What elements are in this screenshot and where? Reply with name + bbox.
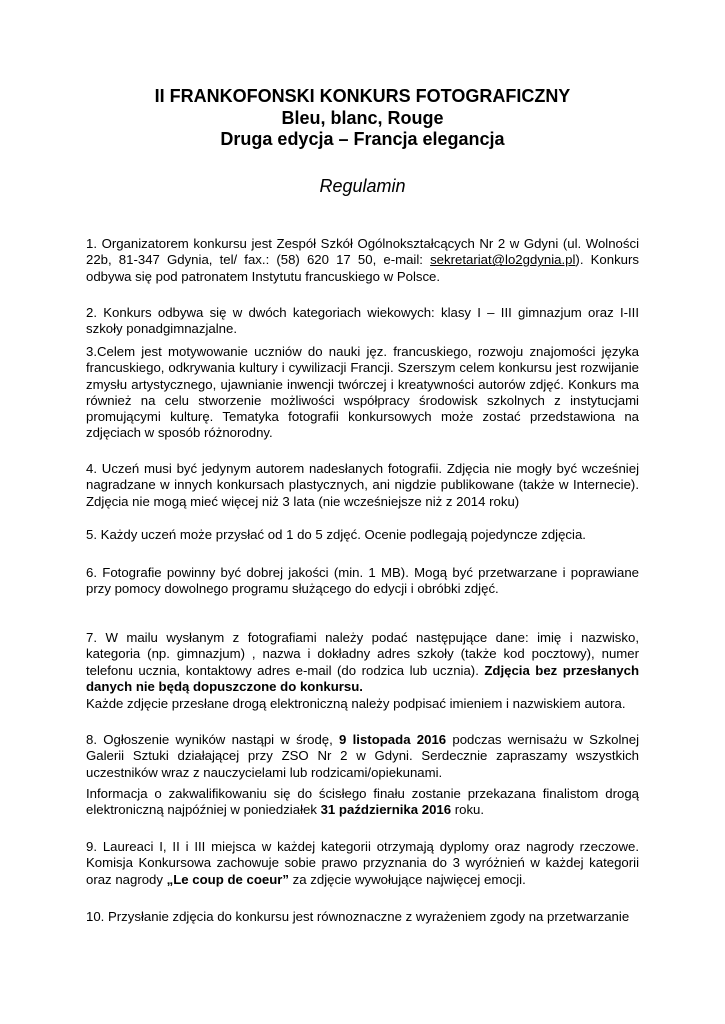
paragraph-1-text: 1. Organizatorem konkursu jest Zespół Szkół Ogólnokształcących Nr 2 w Gdyni (ul. Wolności 22b, 81-347 Gdynia, tel/ fax.: (58) 620 17 50, e-mail:	[86, 236, 639, 268]
paragraph-8b-text: Informacja o zakwalifikowaniu się do ścisłego finału zostanie przekazana finalistom drogą elektroniczną najpóźniej w poniedziałek	[86, 786, 639, 818]
paragraph-8	[86, 732, 639, 781]
paragraph-1	[86, 236, 639, 285]
paragraph-3: 3.Celem jest motywowanie uczniów do nauki jęz. francuskiego, rozwoju znajomości języka francuskiego, odkrywania kultury i cywilizacji Francji. Szerszym celem konkursu jest rozwijanie zmysłu artystycznego, ujawnianie inwencji twórczej i kreatywności autorów zdjęć. Konkurs ma również na celu stworzenie możliwości współpracy środowisk szkolnych z instytucjami promującymi kulturę. Tematyka fotografii konkursowych może zostać przedstawiona na zdjęciach w sposób różnorodny.	[86, 344, 639, 441]
paragraph-9-award: „Le coup de coeur”	[166, 871, 290, 887]
paragraph-7	[86, 630, 639, 695]
paragraph-1-text-end: ). Konkurs odbywa się pod patronatem Instytutu francuskiego w Polsce.	[86, 252, 639, 284]
title-line-3: Druga edycja – Francja elegancja	[220, 129, 505, 149]
paragraph-9-text: 9. Laureaci I, II i III miejsca w każdej kategorii otrzymają dyplomy oraz nagrody rzeczowe. Komisja Konkursowa zachowuje sobie prawo przyznania do 3 wyróżnień w każdej kategorii oraz nagrody	[86, 839, 639, 887]
paragraph-9	[86, 839, 639, 888]
paragraph-8b-date: 31 października 2016	[320, 802, 452, 818]
paragraph-7b: Każde zdjęcie przesłane drogą elektroniczną należy podpisać imieniem i nazwiskiem autora.	[86, 696, 626, 711]
paragraph-8b-text-end: roku.	[451, 802, 485, 818]
paragraph-8-text: 8. Ogłoszenie wyników nastąpi w środę,	[86, 732, 340, 747]
paragraph-6: 6. Fotografie powinny być dobrej jakości (min. 1 MB). Mogą być przetwarzane i poprawiane przy pomocy dowolnego programu służącego do edycji i obróbki zdjęć.	[86, 565, 639, 597]
paragraph-9-text-end: za zdjęcie wywołujące najwięcej emocji.	[289, 871, 526, 887]
paragraph-7-text: 7. W mailu wysłanym z fotografiami należy podać następujące dane: imię i nazwisko, kategoria (np. gimnazjum) , nazwa i dokładny adres szkoły (także kod pocztowy), numer telefonu ucznia, kontaktowy adres e-mail (do rodzica lub ucznia).	[86, 630, 639, 678]
paragraph-5: 5. Każdy uczeń może przysłać od 1 do 5 zdjęć. Ocenie podlegają pojedyncze zdjęcia.	[86, 527, 586, 542]
document-subtitle: Regulamin	[319, 176, 406, 196]
paragraph-7-bold: Zdjęcia bez przesłanych danych nie będą dopuszczone do konkursu.	[86, 662, 639, 694]
email-link[interactable]: sekretariat@lo2gdynia.pl	[430, 252, 576, 268]
paragraph-8-date: 9 listopada 2016	[339, 732, 447, 747]
title-line-2: Bleu, blanc, Rouge	[281, 107, 444, 128]
title-line-1: II FRANKOFONSKI KONKURS FOTOGRAFICZNY	[154, 86, 571, 106]
paragraph-8b	[86, 786, 639, 819]
document-title	[0, 86, 725, 151]
paragraph-8-text-end: podczas wernisażu w Szkolnej Galerii Sztuki działającej przy ZSO Nr 2 w Gdyni. Serdecznie zapraszamy wszystkich uczestników wraz z nauczycielami lub rodzicami/opiekunami.	[86, 732, 640, 780]
paragraph-2: 2. Konkurs odbywa się w dwóch kategoriach wiekowych: klasy I – III gimnazjum oraz I-III szkoły ponadgimnazjalne.	[86, 305, 639, 337]
paragraph-10: 10. Przysłanie zdjęcia do konkursu jest równoznaczne z wyrażeniem zgody na przetwarzanie	[86, 909, 630, 924]
paragraph-4: 4. Uczeń musi być jedynym autorem nadesłanych fotografii. Zdjęcia nie mogły być wcześniej nagradzane w innych konkursach plastycznych, ani nigdzie publikowane (także w Internecie). Zdjęcia nie mogą mieć więcej niż 3 lata (nie wcześniejsze niż z 2014 roku)	[86, 461, 639, 509]
